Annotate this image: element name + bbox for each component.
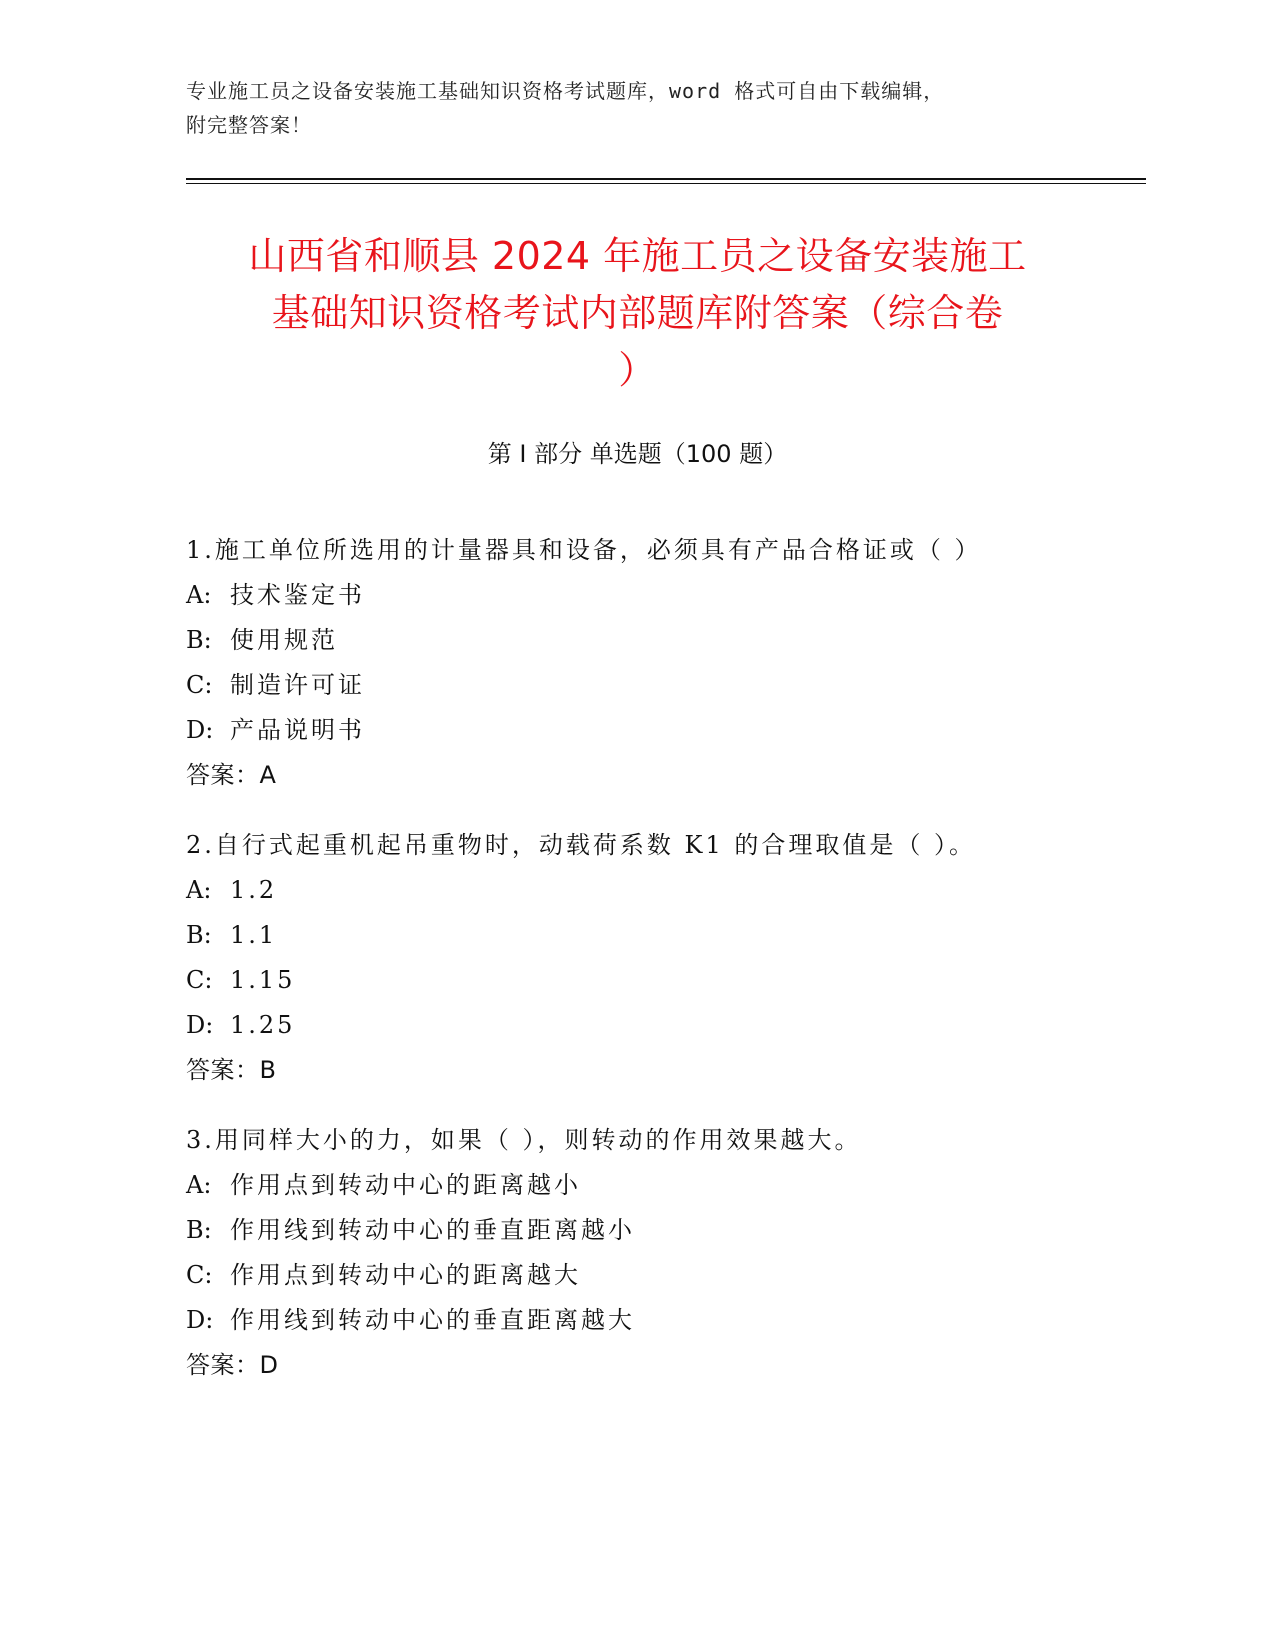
option-letter: B: <box>186 626 212 654</box>
option-d <box>186 1003 1126 1048</box>
option-text: 1.1 <box>230 921 278 949</box>
option-letter: D: <box>186 716 214 744</box>
option-text: 作用线到转动中心的垂直距离越大 <box>230 1306 635 1334</box>
option-a <box>186 1163 1126 1208</box>
option-letter: A: <box>186 1171 212 1199</box>
option-letter: C: <box>186 966 213 994</box>
document-title <box>150 228 1125 399</box>
option-letter: B: <box>186 921 212 949</box>
document-title-line-1: 山西省和顺县 2024 年施工员之设备安装施工 <box>248 234 1027 278</box>
option-d <box>186 1298 1126 1343</box>
option-c <box>186 1253 1126 1298</box>
answer: 答案：D <box>186 1351 279 1379</box>
document-title-line-3: ） <box>618 348 657 392</box>
option-b <box>186 913 1126 958</box>
question-stem: 1.施工单位所选用的计量器具和设备，必须具有产品合格证或（ ） <box>186 536 982 564</box>
option-b <box>186 1208 1126 1253</box>
option-c <box>186 958 1126 1003</box>
header-rule-thin <box>186 183 1146 184</box>
option-letter: A: <box>186 581 212 609</box>
option-text: 使用规范 <box>230 626 338 654</box>
document-title-line-2: 基础知识资格考试内部题库附答案（综合卷 <box>271 291 1004 335</box>
option-b <box>186 618 1126 663</box>
question-2 <box>186 823 1126 1093</box>
option-letter: C: <box>186 1261 213 1289</box>
header-note-line-2: 附完整答案！ <box>186 113 312 137</box>
question-1 <box>186 528 1126 798</box>
option-text: 1.2 <box>230 876 278 904</box>
option-text: 作用点到转动中心的距离越大 <box>230 1261 581 1289</box>
option-letter: C: <box>186 671 213 699</box>
question-stem: 2.自行式起重机起吊重物时，动载荷系数 K1 的合理取值是（ ）。 <box>186 831 976 859</box>
option-letter: D: <box>186 1011 214 1039</box>
option-d <box>186 708 1126 753</box>
question-list <box>186 528 1126 1413</box>
option-letter: A: <box>186 876 212 904</box>
header-note-line-1: 专业施工员之设备安装施工基础知识资格考试题库，word 格式可自由下载编辑， <box>186 79 945 103</box>
option-c <box>186 663 1126 708</box>
option-text: 作用线到转动中心的垂直距离越小 <box>230 1216 635 1244</box>
option-letter: B: <box>186 1216 212 1244</box>
header-rule-thick <box>186 178 1146 180</box>
header-note <box>186 74 1056 142</box>
question-stem: 3.用同样大小的力，如果（ ），则转动的作用效果越大。 <box>186 1126 862 1154</box>
option-text: 1.25 <box>230 1011 296 1039</box>
option-text: 产品说明书 <box>230 716 365 744</box>
option-a <box>186 868 1126 913</box>
answer: 答案：A <box>186 761 277 789</box>
option-text: 技术鉴定书 <box>230 581 365 609</box>
option-text: 制造许可证 <box>230 671 365 699</box>
option-text: 作用点到转动中心的距离越小 <box>230 1171 581 1199</box>
question-3 <box>186 1118 1126 1388</box>
option-text: 1.15 <box>230 966 296 994</box>
option-a <box>186 573 1126 618</box>
option-letter: D: <box>186 1306 214 1334</box>
answer: 答案：B <box>186 1056 277 1084</box>
section-title: 第 I 部分 单选题（100 题） <box>487 440 788 468</box>
